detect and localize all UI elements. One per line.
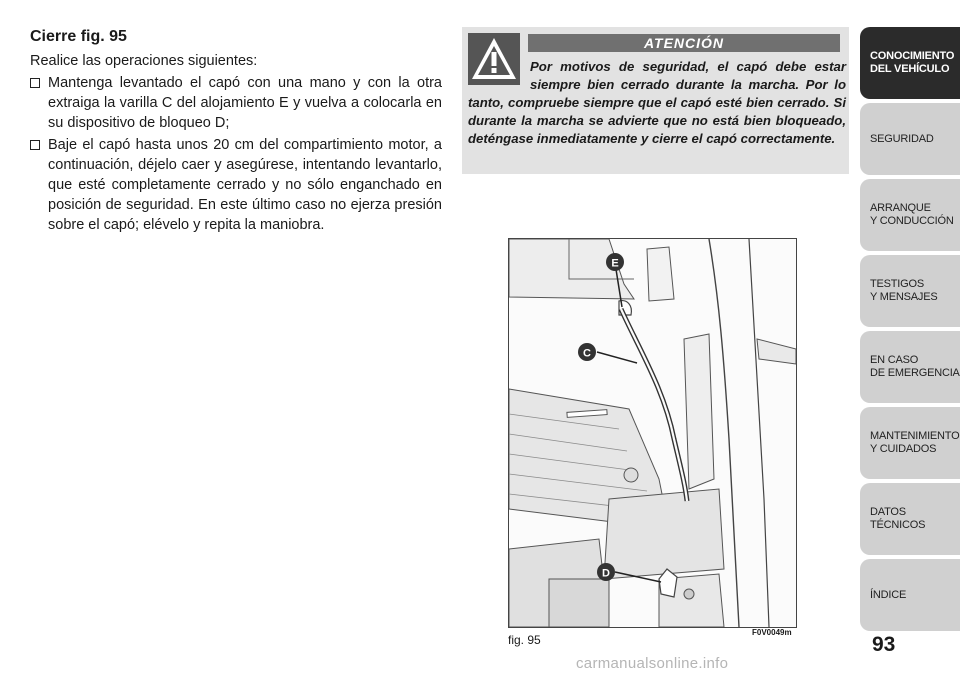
warning-box (462, 27, 849, 174)
engine-hood-illustration (508, 238, 797, 628)
tab-seguridad[interactable]: SEGURIDAD (860, 103, 960, 175)
warning-text-block (462, 58, 846, 148)
page-number: 93 (872, 633, 896, 656)
callout-d: D (602, 567, 610, 580)
list-item (30, 73, 442, 133)
callout-c: C (583, 347, 591, 360)
chapter-nav (860, 27, 960, 627)
callout-e: E (611, 257, 619, 270)
tab-en-caso-de-emergencia[interactable]: EN CASO DE EMERGENCIA (860, 331, 960, 403)
checkbox-bullet-icon (30, 140, 40, 150)
section-title: Cierre fig. 95 (30, 28, 127, 45)
watermark: carmanualsonline.info (576, 655, 729, 672)
warning-text: Por motivos de seguridad, el capó debe estar siempre bien cerrado durante la marcha. Por lo tanto, compruebe siempre que el capó esté bien cerrado. Si durante la marcha se advierte que no está bien bloqueado, deténgase inmediatamente y cierre el capó correctamente. (468, 59, 846, 146)
figure-caption: fig. 95 (508, 633, 541, 647)
figure-code: F0V0049m (752, 628, 792, 637)
list-item (30, 135, 442, 235)
warning-header: ATENCIÓN (528, 34, 840, 52)
tab-arranque-y-conduccion[interactable]: ARRANQUE Y CONDUCCIÓN (860, 179, 960, 251)
tab-datos-tecnicos[interactable]: DATOS TÉCNICOS (860, 483, 960, 555)
tab-indice[interactable]: ÍNDICE (860, 559, 960, 631)
tab-conocimiento-del-vehiculo[interactable]: CONOCIMIENTO DEL VEHÍCULO (860, 27, 960, 99)
steps-list (30, 73, 442, 235)
checkbox-bullet-icon (30, 78, 40, 88)
tab-testigos-y-mensajes[interactable]: TESTIGOS Y MENSAJES (860, 255, 960, 327)
tab-mantenimiento-y-cuidados[interactable]: MANTENIMIENTO Y CUIDADOS (860, 407, 960, 479)
step-text: Baje el capó hasta unos 20 cm del compartimiento motor, a continuación, déjelo caer y asegúrese, intentando levantarlo, que esté completamente cerrado y no sólo enganchado en posición de seguridad. En este último caso no ejerza presión sobre el capó; elévelo y repita la maniobra. (48, 137, 442, 233)
step-text: Mantenga levantado el capó con una mano y con la otra extraiga la varilla C del alojamiento E y vuelva a colocarla en su dispositivo de bloqueo D; (48, 75, 442, 131)
intro-text: Realice las operaciones siguientes: (30, 53, 258, 69)
main-text-column (30, 28, 442, 237)
